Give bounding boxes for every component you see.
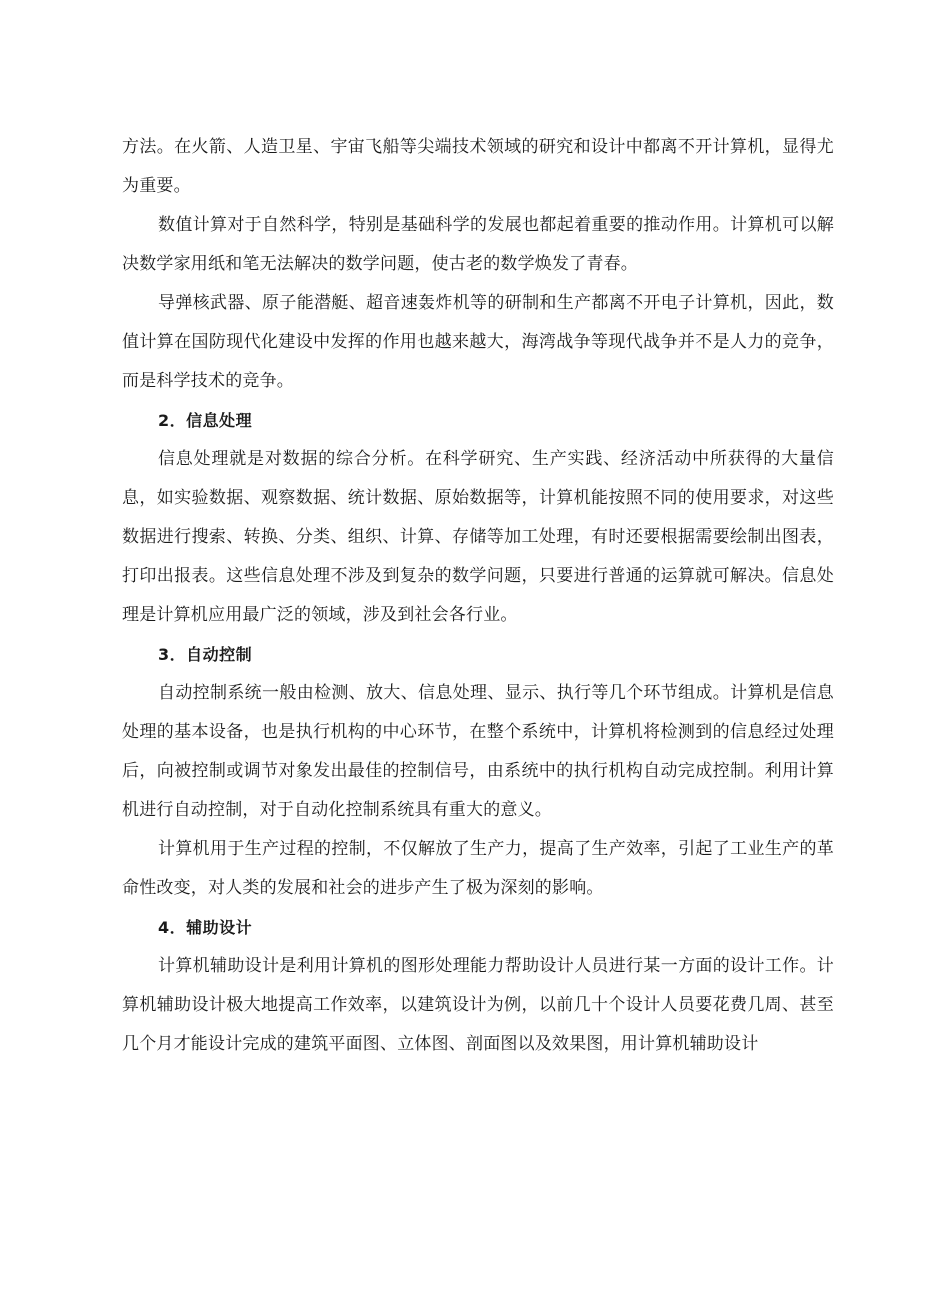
section-heading-computer-aided-design: 4．辅助设计 [158,918,253,937]
paragraph-computer-aided-design: 计算机辅助设计是利用计算机的图形处理能力帮助设计人员进行某一方面的设计工作。计算机辅助设计极大地提高工作效率，以建筑设计为例，以前几十个设计人员要花费几周、甚至几个月才能设计完成的建筑平面图、立体图、剖面图以及效果图，用计算机辅助设计 [122,956,834,1054]
paragraph-rocket-satellite: 方法。在火箭、人造卫星、宇宙飞船等尖端技术领域的研究和设计中都离不开计算机，显得尤为重要。 [122,137,834,196]
paragraph-information-processing: 信息处理就是对数据的综合分析。在科学研究、生产实践、经济活动中所获得的大量信息，如实验数据、观察数据、统计数据、原始数据等，计算机能按照不同的使用要求，对这些数据进行搜索、转换、分类、组织、计算、存储等加工处理，有时还要根据需要绘制出图表，打印出报表。这些信息处理不涉及到复杂的数学问题，只要进行普通的运算就可解决。信息处理是计算机应用最广泛的领域，涉及到社会各行业。 [122,449,834,625]
paragraph-national-defense: 导弹核武器、原子能潜艇、超音速轰炸机等的研制和生产都离不开电子计算机，因此，数值计算在国防现代化建设中发挥的作用也越来越大，海湾战争等现代战争并不是人力的竞争，而是科学技术的竞争。 [122,293,834,391]
paragraph-automatic-control: 自动控制系统一般由检测、放大、信息处理、显示、执行等几个环节组成。计算机是信息处理的基本设备，也是执行机构的中心环节，在整个系统中，计算机将检测到的信息经过处理后，向被控制或调节对象发出最佳的控制信号，由系统中的执行机构自动完成控制。利用计算机进行自动控制，对于自动化控制系统具有重大的意义。 [122,683,834,820]
section-heading-information-processing: 2．信息处理 [158,411,253,430]
section-heading-automatic-control: 3．自动控制 [158,645,253,664]
document-body [122,128,834,1064]
paragraph-production-control: 计算机用于生产过程的控制，不仅解放了生产力，提高了生产效率，引起了工业生产的革命性改变，对人类的发展和社会的进步产生了极为深刻的影响。 [122,839,834,898]
paragraph-numerical-science: 数值计算对于自然科学，特别是基础科学的发展也都起着重要的推动作用。计算机可以解决数学家用纸和笔无法解决的数学问题，使古老的数学焕发了青春。 [122,215,834,274]
